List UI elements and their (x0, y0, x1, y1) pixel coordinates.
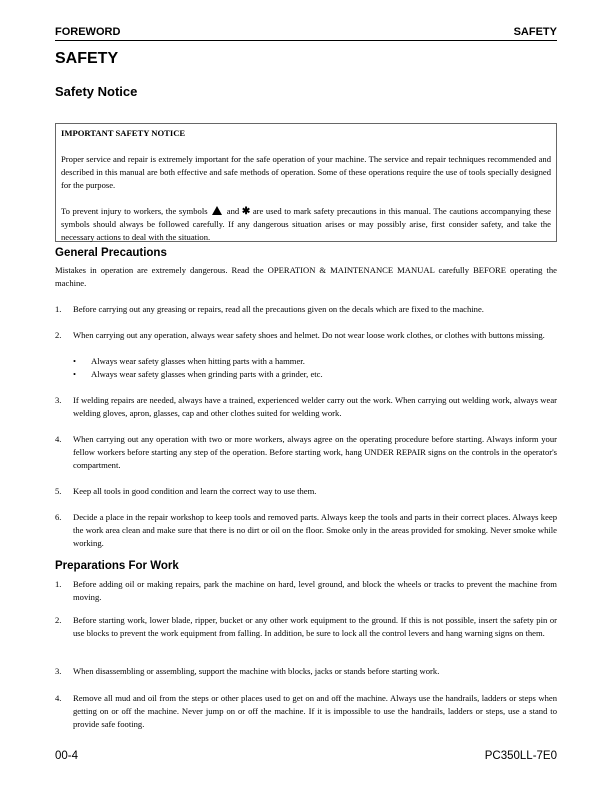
bullet-item: • Always wear safety glasses when grinding parts with a grinder, etc. (73, 369, 323, 379)
header-topic: SAFETY (513, 26, 557, 38)
list-item: 3. When disassembling or assembling, support the machine with blocks, jacks or stands before starting work. (55, 666, 440, 676)
notice-paragraph-symbols (61, 205, 551, 244)
page-title: SAFETY (55, 50, 119, 67)
caution-star-icon: ✱ (241, 206, 251, 217)
list-item: 5. Keep all tools in good condition and learn the correct way to use them. (55, 486, 317, 496)
safety-notice-box (55, 123, 557, 242)
list-item: 3. If welding repairs are needed, always have a trained, experienced welder carry out the work. When carrying out welding work, always wear welding gloves, apron, glasses, cap and other clothes suited for welding work. (55, 395, 557, 418)
list-item: 1. Before adding oil or making repairs, park the machine on hard, level ground, and block the wheels or tracks to prevent the machine from moving. (55, 579, 557, 602)
model-number: PC350LL-7E0 (484, 750, 557, 762)
notice-heading: IMPORTANT SAFETY NOTICE (61, 128, 186, 138)
list-item: 4. When carrying out any operation with two or more workers, always agree on the operating procedure before starting. Always inform your fellow workers before starting any step of the operation. Before starting work, hang UNDER REPAIR signs on the controls in the operator's compartment. (55, 434, 557, 470)
list-item: 2. Before starting work, lower blade, ripper, bucket or any other work equipment to the ground. If this is not possible, insert the safety pin or use blocks to prevent the work equipment from falling. In addition, be sure to lock all the control levers and hang warning signs on them. (55, 615, 557, 638)
notice-text: are used to mark safety precautions in this manual. The cautions accompanying these symbols should always be followed carefully. If any dangerous situation arises or may possibly arise, first consider safety, and take the necessary actions to deal with the situation. (61, 206, 551, 242)
general-intro: Mistakes in operation are extremely dangerous. Read the OPERATION & MAINTENANCE MANUAL carefully BEFORE operating the machine. (55, 265, 557, 288)
notice-text: To prevent injury to workers, the symbols (61, 206, 208, 216)
page-number: 00-4 (55, 750, 79, 762)
preparations-heading: Preparations For Work (55, 560, 179, 572)
section-title: Safety Notice (55, 84, 138, 99)
notice-paragraph: Proper service and repair is extremely important for the safe operation of your machine. The service and repair techniques recommended and described in this manual are both effective and safe methods of operation. Some of these operations require the use of tools specially designed for the purpose. (61, 154, 551, 190)
list-item: 4. Remove all mud and oil from the steps or other places used to get on and off the machine. Always use the handrails, ladders or steps when getting on or off the machine. Never jump on or off the machine. If it is impossible to use the handrails, ladders or steps, use a stand to provide safe footing. (55, 693, 557, 729)
list-item: 2. When carrying out any operation, always wear safety shoes and helmet. Do not wear loose work clothes, or clothes with buttons missing. (55, 330, 545, 340)
warning-triangle-icon (212, 206, 222, 215)
running-header (55, 26, 557, 41)
header-section: FOREWORD (55, 26, 121, 38)
notice-text: and (226, 206, 240, 216)
general-precautions-heading: General Precautions (55, 247, 167, 259)
bullet-item: • Always wear safety glasses when hitting parts with a hammer. (73, 356, 305, 366)
list-item: 1. Before carrying out any greasing or repairs, read all the precautions given on the decals which are fixed to the machine. (55, 304, 484, 314)
list-item: 6. Decide a place in the repair workshop to keep tools and removed parts. Always keep the tools and parts in their correct places. Always keep the work area clean and make sure that there is no dirt or oil on the floor. Smoke only in the areas provided for smoking. Never smoke while working. (55, 512, 557, 548)
